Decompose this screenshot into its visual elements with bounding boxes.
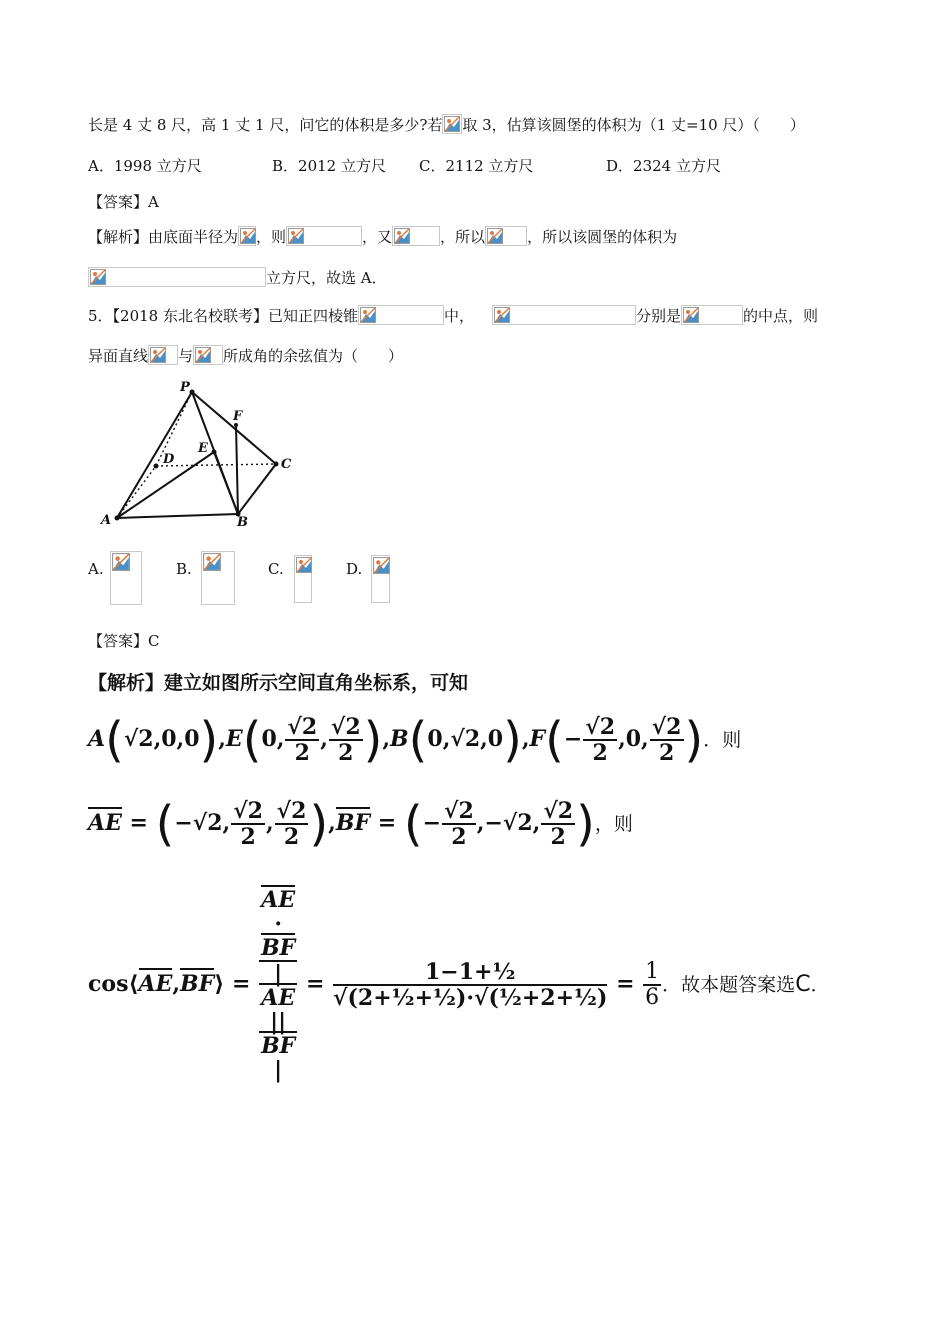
problem5-analysis-heading: 【解析】建立如图所示空间直角坐标系，可知 (88, 672, 469, 694)
broken-image-icon (288, 228, 304, 244)
problem4-line1: 长是 4 丈 8 尺，高 1 丈 1 尺，问它的体积是多少?若 取 3，估算该圆堡的体积为（1 丈=10 尺）（ ） (88, 116, 805, 134)
broken-image-icon (195, 347, 211, 363)
option-a[interactable]: A．1998 立方尺 (88, 157, 202, 175)
label-e: E (198, 441, 208, 456)
option-b[interactable]: B．2012 立方尺 (272, 157, 386, 175)
problem4-analysis-line2: 立方尺，故选 A． (88, 267, 387, 288)
problem4-analysis-line1: 【解析】由底面半径为 ，则 ，又 ，所以 ，所以该圆堡的体积为 (88, 228, 678, 246)
broken-image-icon (683, 307, 699, 323)
broken-image-icon (360, 307, 376, 323)
coordinates-equation: A(√2,0,0),E(0, $\frac{√2}{2}$ , $\frac{√2}{2}$ ),B(0,√2,0),F(− $\frac{√2}{2}$ ,0, $\frac{√2}{2}$ )．则 (88, 712, 742, 768)
p5-option-b-image[interactable] (201, 551, 235, 605)
broken-image-icon (394, 228, 410, 244)
label-b: B (237, 515, 248, 528)
broken-image-icon (296, 557, 312, 573)
problem5-line2: 异面直线 与 所成角的余弦值为（ ） (88, 347, 404, 365)
broken-image-icon (150, 347, 166, 363)
formula-image (392, 226, 440, 246)
broken-image-icon (373, 557, 390, 574)
formula-image (286, 226, 362, 246)
problem5-line1: 5．【2018 东北名校联考】已知正四棱锥 中， 分别是 的中点，则 (88, 307, 819, 325)
pyramid-figure (96, 378, 306, 528)
broken-image-icon (203, 553, 221, 571)
broken-image-icon (487, 228, 503, 244)
p5-option-a[interactable]: A. (88, 560, 104, 578)
broken-image-icon (90, 269, 106, 285)
formula-image (193, 345, 223, 365)
broken-image-icon (112, 553, 130, 571)
formula-image (681, 305, 743, 325)
option-c[interactable]: C．2112 立方尺 (419, 157, 534, 175)
label-c: C (281, 457, 292, 472)
broken-image-icon (444, 116, 460, 132)
p5-option-b[interactable]: B. (176, 560, 192, 578)
broken-image-icon (494, 307, 510, 323)
formula-image (485, 226, 527, 246)
option-d[interactable]: D．2324 立方尺 (606, 157, 721, 175)
vector-equation: AE = (−√2, $\frac{√2}{2}$ , $\frac{√2}{2}$ ),BF = (− $\frac{√2}{2}$ ,−√2, $\frac{√2}{2}$ )，则 (88, 796, 633, 852)
label-p: P (180, 380, 190, 395)
formula-image (358, 305, 444, 325)
label-d: D (163, 452, 175, 467)
problem5-answer: 【答案】C (88, 632, 160, 650)
p5-option-d[interactable]: D. (346, 560, 363, 578)
radius-image (238, 226, 256, 246)
broken-image-icon (240, 228, 256, 244)
cosine-equation: cos⟨AE,BF⟩ = AE · BF | AE || BF | = $\frac{\text{1−1+½}}{\text{√(2+½+½)·√(½+2+½)}}$ = $\frac{1}{6}$ ．故本题答案选C． (88, 887, 830, 1083)
pi-image (442, 114, 462, 134)
label-a: A (101, 513, 112, 528)
p5-option-d-image[interactable] (371, 555, 390, 603)
p5-option-c-image[interactable] (294, 555, 312, 603)
p5-option-c[interactable]: C. (268, 560, 284, 578)
formula-image (148, 345, 178, 365)
p5-option-a-image[interactable] (110, 551, 142, 605)
label-f: F (233, 409, 243, 424)
volume-formula-image (88, 267, 266, 287)
problem4-answer: 【答案】A (88, 193, 159, 211)
formula-image (492, 305, 636, 325)
